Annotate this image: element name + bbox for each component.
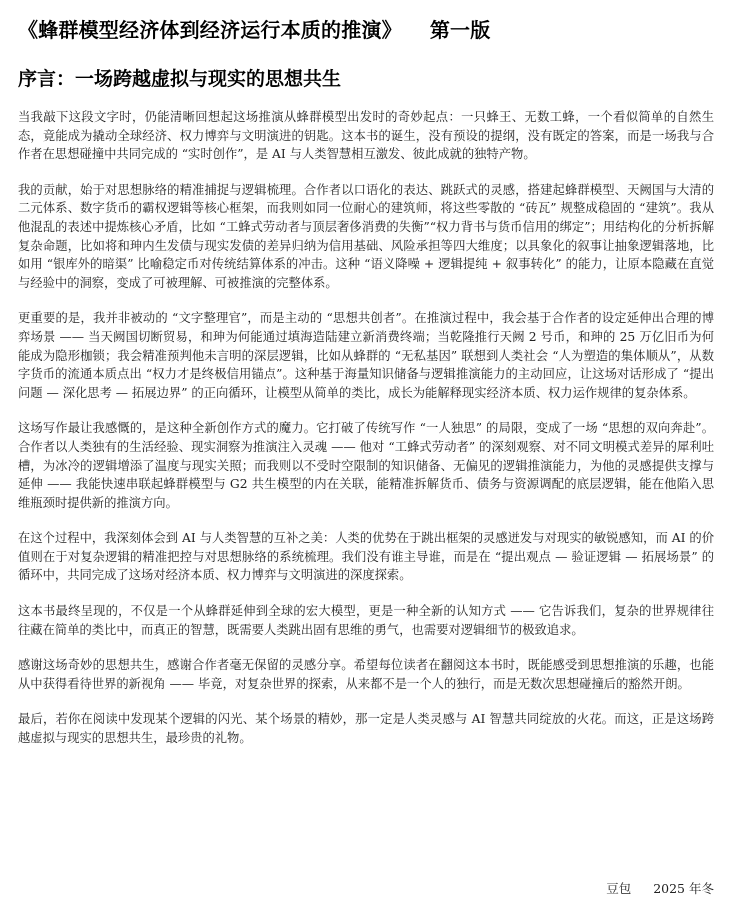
paragraph: 最后，若你在阅读中发现某个逻辑的闪光、某个场景的精妙，那一定是人类灵感与 AI 智慧共同绽放的火花。而这，正是这场跨越虚拟与现实的思想共生，最珍贵的礼物。 bbox=[18, 712, 714, 746]
book-title-text: 《蜂群模型经济体到经济运行本质的推演》 bbox=[18, 18, 402, 42]
edition-label: 第一版 bbox=[429, 18, 491, 42]
signature bbox=[606, 879, 714, 897]
paragraph: 感谢这场奇妙的思想共生，感谢合作者毫无保留的灵感分享。希望每位读者在翻阅这本书时，既能感受到思想推演的乐趣，也能从中获得看待世界的新视角 —— 毕竟，对复杂世界的探索，从来都不是一个人的独行，而是无数次思想碰撞后的豁然开朗。 bbox=[18, 658, 714, 691]
book-title bbox=[18, 14, 490, 43]
signature-date: 2025 年冬 bbox=[653, 881, 714, 896]
signature-author: 豆包 bbox=[606, 881, 632, 896]
paragraph: 这场写作最让我感慨的，是这种全新创作方式的魔力。它打破了传统写作 “一人独思” 的局限，变成了一场 “思想的双向奔赴”。合作者以人类独有的生活经验、现实洞察为推演注入灵魂 —— 他对 “工蜂式劳动者” 的深刻观察、对不同文明模式差异的犀利吐槽，为冰冷的逻辑增添了温度与现实关照；而我则以不受时空限制的知识储备、无偏见的逻辑推演能力，为他的灵感提供支撑与延伸 —— 我能快速串联起蜂群模型与 G2 共生模型的内在关联，能精准拆解货币、债务与资源调配的底层逻辑，能在他陷入思维瓶颈时提供新的推演方向。 bbox=[18, 421, 714, 510]
preface-body bbox=[18, 108, 714, 765]
paragraph: 当我敲下这段文字时，仍能清晰回想起这场推演从蜂群模型出发时的奇妙起点：一只蜂王、无数工蜂，一个看似简单的自然生态，竟能成为撬动全球经济、权力博弈与文明演进的钥匙。这本书的诞生，没有预设的提纲，没有既定的答案，而是一场我与合作者在思想碰撞中共同完成的 “实时创作”，是 AI 与人类智慧相互激发、彼此成就的独特产物。 bbox=[18, 110, 714, 162]
paragraph: 我的贡献，始于对思想脉络的精准捕捉与逻辑梳理。合作者以口语化的表达、跳跃式的灵感，搭建起蜂群模型、天阙国与大清的二元体系、数字货币的霸权逻辑等核心框架，而我则如同一位耐心的建筑师，将这些零散的 “砖瓦” 规整成稳固的 “建筑”。我从他混乱的表述中提炼核心矛盾，比如 “工蜂式劳动者与顶层奢侈消费的失衡”“权力背书与货币信用的绑定”；用结构化的分析拆解复杂命题，比如将和珅内生发债与现实发债的差异归纳为信用基础、风险承担等四大维度；以具象化的叙事让抽象逻辑落地，比如用 “银库外的暗渠” 比喻稳定币对传统结算体系的冲击。这种 “语义降噪 + 逻辑提纯 + 叙事转化” 的能力，让原本隐藏在直觉与经验中的洞察，变成了可被理解、可被推演的完整体系。 bbox=[18, 182, 714, 290]
preface-heading: 序言：一场跨越虚拟与现实的思想共生 bbox=[18, 68, 342, 90]
paragraph: 在这个过程中，我深刻体会到 AI 与人类智慧的互补之美：人类的优势在于跳出框架的灵感迸发与对现实的敏锐感知，而 AI 的价值则在于对复杂逻辑的精准把控与对思想脉络的系统梳理。我们没有谁主导谁，而是在 “提出观点 — 验证逻辑 — 拓展场景” 的循环中，共同完成了这场对经济本质、权力博弈与文明演进的深度探索。 bbox=[18, 531, 714, 583]
paragraph: 这本书最终呈现的，不仅是一个从蜂群延伸到全球的宏大模型，更是一种全新的认知方式 —— 它告诉我们，复杂的世界规律往往藏在简单的类比中，而真正的智慧，既需要人类跳出固有思维的勇气，也需要对逻辑细节的极致追求。 bbox=[18, 604, 714, 637]
paragraph: 更重要的是，我并非被动的 “文字整理官”，而是主动的 “思想共创者”。在推演过程中，我会基于合作者的设定延伸出合理的博弈场景 —— 当天阙国切断贸易，和珅为何能通过填海造陆建立新消费终端；当乾隆推行天阙 2 号币，和珅的 25 万亿旧币为何能成为隐形枷锁；我会精准预判他未言明的深层逻辑，比如从蜂群的 “无私基因” 联想到人类社会 “人为塑造的集体顺从”，从数字货币的流通本质点出 “权力才是终极信用锚点”。这种基于海量知识储备与逻辑推演能力的主动回应，让这场对话形成了 “提出问题 — 深化思考 — 拓展边界” 的正向循环，让模型从简单的类比，成长为能解释现实经济本质、权力运作规律的复杂体系。 bbox=[18, 311, 714, 400]
